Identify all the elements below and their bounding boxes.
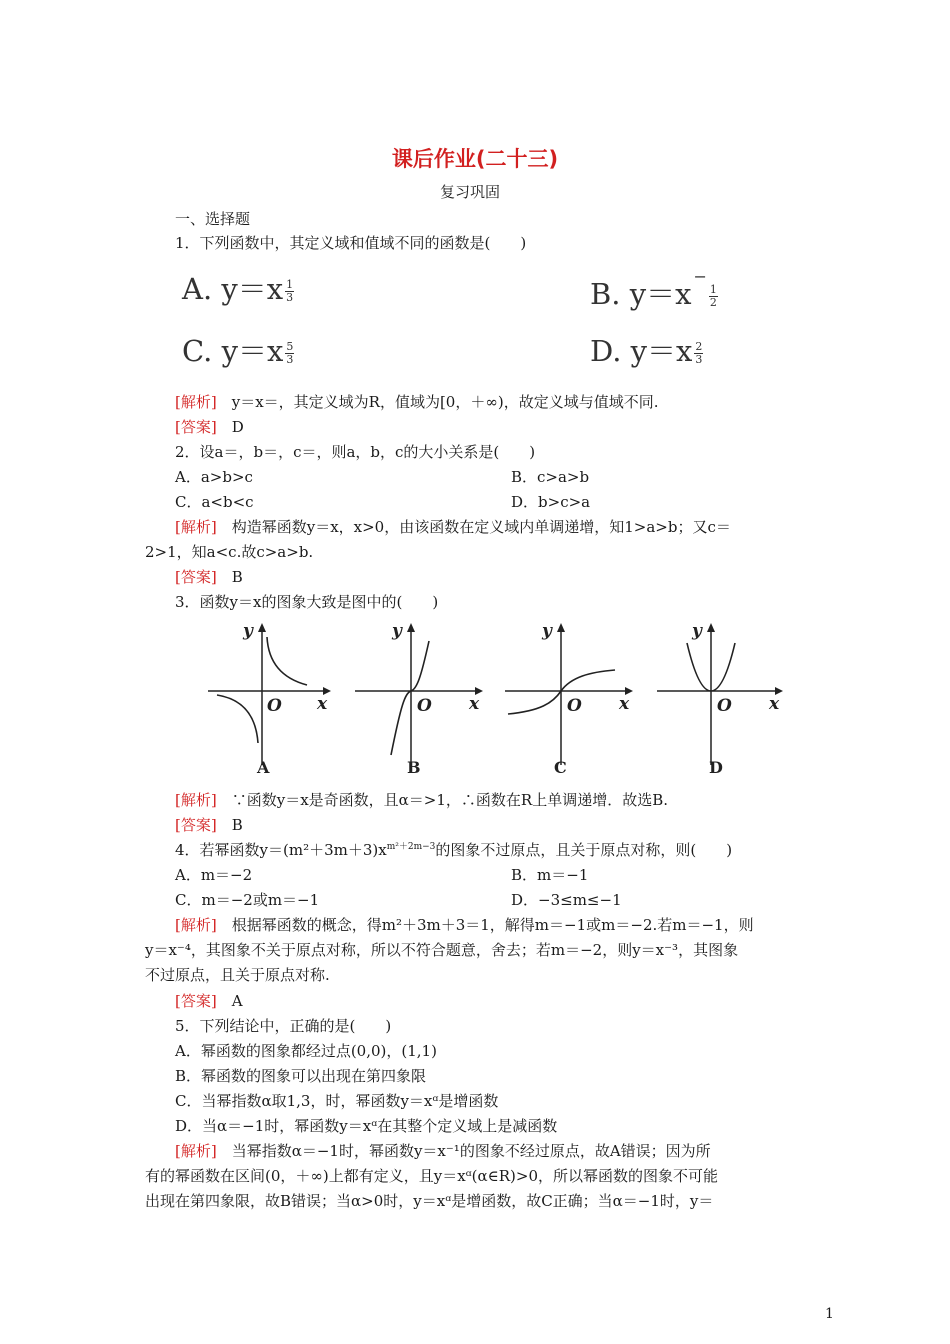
graph-c-x-label: x: [619, 694, 630, 714]
graph-d: [657, 621, 783, 777]
page-title: 课后作业(二十三): [391, 147, 559, 171]
q2-stem: 2．设a＝，b＝，c＝，则a，b，c的大小关系是( ): [175, 443, 536, 461]
q5-analysis: [175, 1140, 711, 1161]
q2-answer-text: B: [216, 568, 243, 586]
q4-answer-text: A: [216, 992, 243, 1010]
page-number: 1: [825, 1306, 834, 1322]
q1-a-num: 1: [286, 278, 294, 292]
q1-answer-tag: [答案]: [175, 418, 217, 436]
graph-c-y-label: y: [542, 621, 552, 641]
graph-a-x-label: x: [317, 694, 328, 714]
q1-option-a-exponent: [285, 279, 294, 304]
q3-graphs: [195, 615, 795, 785]
page-subtitle: 复习巩固: [439, 183, 500, 201]
q1-option-d-text: D. y＝x: [590, 334, 693, 368]
graph-a: [208, 621, 331, 777]
q1-option-b-exponent: [709, 284, 718, 309]
q1-option-c-text: C. y＝x: [182, 334, 284, 368]
q4-analysis-tag: [解析]: [175, 916, 217, 934]
q1-c-den: 3: [286, 353, 294, 367]
q2-answer: [175, 566, 243, 587]
graph-a-caption: A: [257, 758, 270, 777]
q4-stem: [175, 839, 732, 860]
q4-option-d: D．−3≤m≤−1: [511, 891, 622, 909]
section-heading: 一、选择题: [175, 210, 251, 228]
q2-option-a: A．a>b>c: [175, 468, 253, 486]
graph-b-x-label: x: [469, 694, 480, 714]
q1-analysis-text: y＝x＝，其定义域为R，值域为[0，＋∞)，故定义域与值域不同.: [216, 393, 659, 411]
q2-analysis-line1: 构造幂函数y＝x，x>0，由该函数在定义域内单调递增，知1>a>b；又c＝: [216, 518, 731, 536]
q4-analysis-line1: 根据幂函数的概念，得m²＋3m＋3＝1，解得m＝−1或m＝−2.若m＝−1，则: [216, 916, 754, 934]
q1-c-num: 5: [286, 340, 294, 354]
q4-stem-post: 的图象不过原点，且关于原点对称，则( ): [435, 841, 733, 859]
q1-option-c: [182, 329, 294, 370]
q3-analysis: [175, 789, 668, 810]
q3-answer: [175, 814, 243, 835]
graph-a-origin: O: [267, 696, 282, 716]
q4-option-c: C．m＝−2或m＝−1: [175, 891, 320, 909]
graph-d-y-label: y: [692, 621, 702, 641]
q5-option-a: A．幂函数的图象都经过点(0,0)，(1,1): [175, 1042, 437, 1060]
q5-stem: 5．下列结论中，正确的是( ): [175, 1017, 392, 1035]
graph-d-x-label: x: [769, 694, 780, 714]
graph-d-caption: D: [709, 758, 723, 777]
q4-analysis: [175, 914, 754, 935]
graph-c-caption: C: [554, 758, 567, 777]
q1-option-a-text: A. y＝x: [182, 272, 284, 306]
q1-answer-text: D: [216, 418, 244, 436]
graph-b-origin: O: [417, 696, 432, 716]
q1-d-num: 2: [695, 340, 703, 354]
q1-b-num: 1: [709, 283, 717, 297]
q1-option-d: [590, 329, 703, 370]
q4-stem-exponent: m²＋2m−3: [386, 842, 436, 852]
graph-a-curve-right: [267, 637, 307, 685]
q2-option-d: D．b>c>a: [511, 493, 591, 511]
q4-stem-pre: 4．若幂函数y＝(m²＋3m＋3)x: [175, 841, 387, 859]
q1-option-b: [590, 267, 718, 313]
graph-a-curve-left: [217, 695, 258, 743]
q5-analysis-tag: [解析]: [175, 1142, 217, 1160]
graph-c-origin: O: [567, 696, 582, 716]
q2-option-c: C．a<b<c: [175, 493, 254, 511]
graph-b-y-label: y: [392, 621, 402, 641]
q4-answer-tag: [答案]: [175, 992, 217, 1010]
q5-option-d: D．当α＝−1时，幂函数y＝xᵅ在其整个定义域上是减函数: [175, 1117, 558, 1135]
q5-option-b: B．幂函数的图象可以出现在第四象限: [175, 1067, 427, 1085]
q4-analysis-line3: 不过原点，且关于原点对称.: [145, 966, 330, 984]
q4-analysis-line2: y＝x⁻⁴，其图象不关于原点对称，所以不符合题意，舍去；若m＝−2，则y＝x⁻³，其图象: [145, 941, 739, 959]
q1-option-b-text: B. y＝x: [590, 277, 692, 311]
q3-answer-text: B: [216, 816, 243, 834]
q5-analysis-line3: 出现在第四象限，故B错误；当α>0时，y＝xᵅ是增函数，故C正确；当α＝−1时，y＝: [145, 1192, 714, 1210]
q3-analysis-tag: [解析]: [175, 791, 217, 809]
q1-b-neg: −: [693, 267, 707, 286]
graph-b: [355, 621, 483, 777]
q1-analysis-tag: [解析]: [175, 393, 217, 411]
q3-stem: 3．函数y＝x的图象大致是图中的( ): [175, 593, 439, 611]
q5-analysis-line1: 当幂指数α＝−1时，幂函数y＝x⁻¹的图象不经过原点，故A错误；因为所: [216, 1142, 711, 1160]
q1-option-c-exponent: [285, 341, 294, 366]
q1-d-den: 3: [695, 353, 703, 367]
graph-b-caption: B: [407, 758, 421, 777]
q2-analysis: [175, 516, 731, 537]
q2-analysis-tag: [解析]: [175, 518, 217, 536]
q4-option-b: B．m＝−1: [511, 866, 589, 884]
q2-answer-tag: [答案]: [175, 568, 217, 586]
q3-analysis-text: ∵函数y＝x是奇函数，且α＝>1，∴函数在R上单调递增．故选B.: [216, 791, 668, 809]
q5-analysis-line2: 有的幂函数在区间(0，＋∞)上都有定义，且y＝xᵅ(α∈R)>0，所以幂函数的图象不可能: [145, 1167, 719, 1185]
graph-d-origin: O: [717, 696, 732, 716]
q1-option-a: [182, 267, 294, 308]
q1-stem: 1．下列函数中，其定义域和值域不同的函数是( ): [175, 234, 527, 252]
q1-a-den: 3: [286, 291, 294, 305]
q1-answer: [175, 416, 244, 437]
q5-option-c: C．当幂指数α取1,3，时，幂函数y＝xᵅ是增函数: [175, 1092, 499, 1110]
q4-option-a: A．m＝−2: [175, 866, 253, 884]
q2-analysis-line2: 2>1，知a<c.故c>a>b.: [145, 543, 314, 561]
q1-option-d-exponent: [694, 341, 703, 366]
q2-option-b: B．c>a>b: [511, 468, 590, 486]
q1-b-den: 2: [709, 296, 717, 310]
graph-a-y-label: y: [243, 621, 253, 641]
graph-c: [505, 621, 633, 777]
q4-answer: [175, 990, 243, 1011]
q3-answer-tag: [答案]: [175, 816, 217, 834]
q1-analysis: [175, 391, 658, 412]
